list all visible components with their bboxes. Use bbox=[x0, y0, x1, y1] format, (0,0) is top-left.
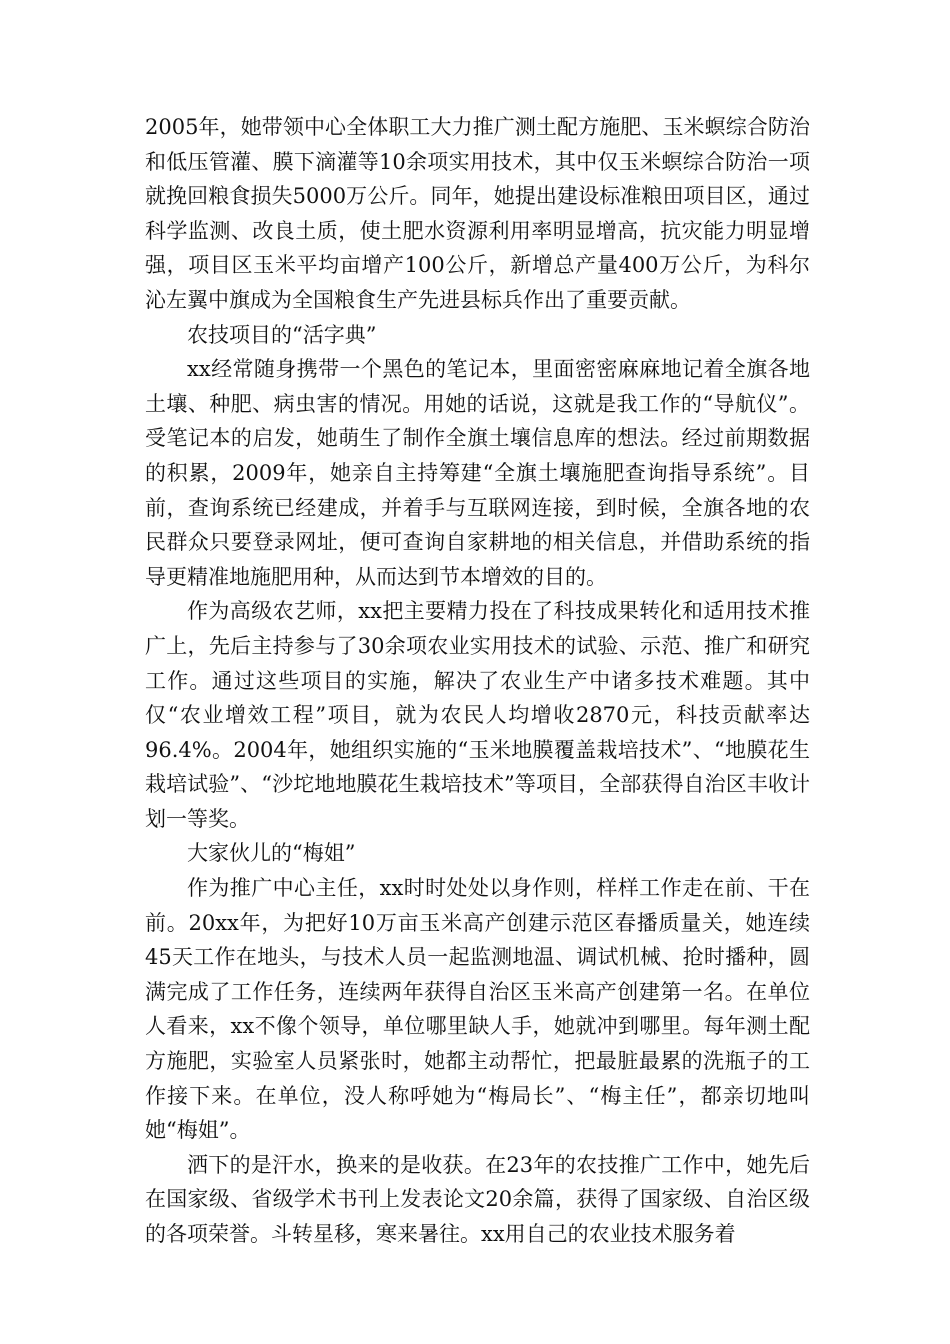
section-heading-sister-mei: 大家伙儿的“梅姐” bbox=[187, 841, 356, 866]
section-heading-living-dictionary: 农技项目的“活字典” bbox=[187, 322, 377, 347]
paragraph-senior-agronomist: 作为高级农艺师，xx把主要精力投在了科技成果转化和适用技术推广上，先后主持参与了30余项农业实用技术的试验、示范、推广和研究工作。通过这些项目的实施，解决了农业生产中诸多技术难题。其中仅“农业增效工程”项目，就为农民人均增收2870元，科技贡献率达96.4%。2004年，她组织实施的“玉米地膜覆盖栽培技术”、“地膜花生栽培试验”、“沙坨地地膜花生栽培技术”等项目，全部获得自治区丰收计划一等奖。 bbox=[145, 599, 810, 831]
paragraph-2005-achievements: 2005年，她带领中心全体职工大力推广测土配方施肥、玉米螟综合防治和低压管灌、膜下滴灌等10余项实用技术，其中仅玉米螟综合防治一项就挽回粮食损失5000万公斤。同年，她提出建设标准粮田项目区，通过科学监测、改良土质，使土肥水资源利用率明显增高，抗灾能力明显增强，项目区玉米平均亩增产100公斤，新增总产量400万公斤，为科尔沁左翼中旗成为全国粮食生产先进县标兵作出了重要贡献。 bbox=[145, 115, 810, 312]
paragraph-harvest: 洒下的是汗水，换来的是收获。在23年的农技推广工作中，她先后在国家级、省级学术书刊上发表论文20余篇，获得了国家级、自治区级的各项荣誉。斗转星移，寒来暑往。xx用自己的农业技术服务着 bbox=[145, 1152, 810, 1246]
paragraph-notebook: xx经常随身携带一个黑色的笔记本，里面密密麻麻地记着全旗各地土壤、种肥、病虫害的情况。用她的话说，这就是我工作的“导航仪”。受笔记本的启发，她萌生了制作全旗土壤信息库的想法。经过前期数据的积累，2009年，她亲自主持筹建“全旗土壤施肥查询指导系统”。目前，查询系统已经建成，并着手与互联网连接，到时候，全旗各地的农民群众只要登录网址，便可查询自家耕地的相关信息，并借助系统的指导更精准地施肥用种，从而达到节本增效的目的。 bbox=[145, 357, 810, 589]
document-body bbox=[145, 110, 810, 1252]
paragraph-center-director: 作为推广中心主任，xx时时处处以身作则，样样工作走在前、干在前。20xx年，为把好10万亩玉米高产创建示范区春播质量关，她连续45天工作在地头，与技术人员一起监测地温、调试机械、抢时播种，圆满完成了工作任务，连续两年获得自治区玉米高产创建第一名。在单位人看来，xx不像个领导，单位哪里缺人手，她就冲到哪里。每年测土配方施肥，实验室人员紧张时，她都主动帮忙，把最脏最累的洗瓶子的工作接下来。在单位，没人称呼她为“梅局长”、“梅主任”，都亲切地叫她“梅姐”。 bbox=[145, 876, 810, 1143]
